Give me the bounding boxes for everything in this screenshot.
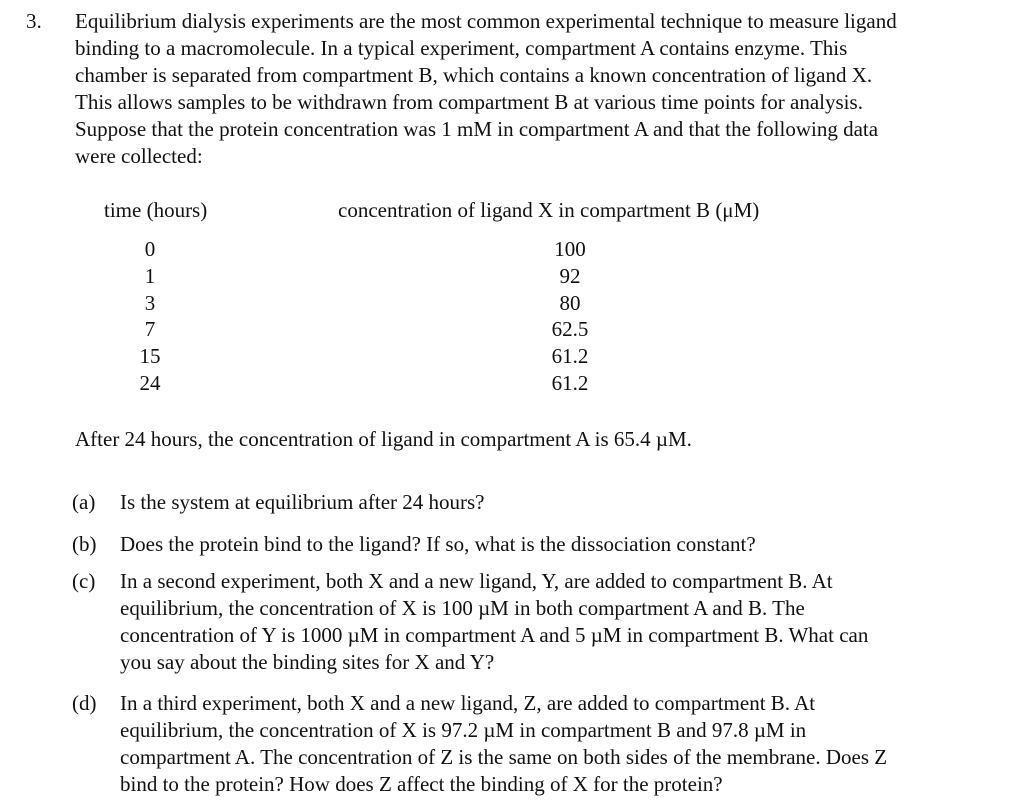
- question-line: In a third experiment, both X and a new ligand, Z, are added to compartment B. At: [120, 691, 816, 715]
- time-cell: 1: [144, 263, 156, 288]
- problem-number: 3.: [26, 9, 42, 33]
- concentration-cell: 92: [559, 263, 581, 288]
- time-column: [120, 236, 180, 397]
- question-a-text: [120, 489, 1000, 516]
- intro-line: binding to a macromolecule. In a typical experiment, compartment A contains enzyme. This: [75, 36, 848, 60]
- table-header-time: time (hours): [104, 198, 208, 222]
- time-cell: 3: [144, 290, 156, 315]
- question-line: equilibrium, the concentration of X is 97.2 µM in compartment B and 97.8 µM in: [120, 718, 807, 742]
- concentration-cell: 61.2: [551, 370, 589, 395]
- question-c-text: [120, 568, 1000, 676]
- concentration-cell: 100: [554, 237, 586, 261]
- time-cell: 15: [139, 344, 161, 369]
- question-b-label: (b): [72, 532, 97, 556]
- question-d-label: (d): [72, 691, 97, 715]
- question-c-label: (c): [72, 569, 96, 593]
- problem-intro: [75, 8, 1000, 170]
- question-line: bind to the protein? How does Z affect the binding of X for the protein?: [120, 772, 723, 796]
- intro-line: This allows samples to be withdrawn from compartment B at various time points for analysis.: [75, 90, 863, 114]
- time-cell: 7: [144, 317, 156, 342]
- intro-line: were collected:: [75, 144, 203, 168]
- question-a-label: (a): [72, 490, 96, 514]
- concentration-cell: 80: [559, 290, 581, 315]
- intro-line: Suppose that the protein concentration was 1 mM in compartment A and that the following data: [75, 117, 879, 141]
- question-line: compartment A. The concentration of Z is the same on both sides of the membrane. Does Z: [120, 745, 888, 769]
- question-line: Is the system at equilibrium after 24 hours?: [120, 490, 485, 514]
- concentration-cell: 61.2: [551, 344, 589, 369]
- question-line: concentration of Y is 1000 µM in compartment A and 5 µM in compartment B. What can: [120, 623, 869, 647]
- question-line: you say about the binding sites for X and Y?: [120, 650, 495, 674]
- question-d-text: [120, 690, 1000, 798]
- intro-line: chamber is separated from compartment B, which contains a known concentration of ligand X.: [75, 63, 873, 87]
- table-header-concentration: concentration of ligand X in compartment B (μM): [338, 198, 760, 222]
- time-cell: 0: [144, 237, 156, 261]
- question-line: equilibrium, the concentration of X is 100 µM in both compartment A and B. The: [120, 596, 805, 620]
- question-line: In a second experiment, both X and a new ligand, Y, are added to compartment B. At: [120, 569, 833, 593]
- concentration-cell: 62.5: [551, 317, 589, 342]
- question-b-text: [120, 531, 1000, 558]
- after-24-hours-text: After 24 hours, the concentration of ligand in compartment A is 65.4 µM.: [75, 427, 692, 451]
- time-cell: 24: [139, 370, 161, 395]
- intro-line: Equilibrium dialysis experiments are the most common experimental technique to measure ligand: [75, 9, 897, 33]
- concentration-column: [520, 236, 620, 397]
- question-line: Does the protein bind to the ligand? If so, what is the dissociation constant?: [120, 532, 756, 556]
